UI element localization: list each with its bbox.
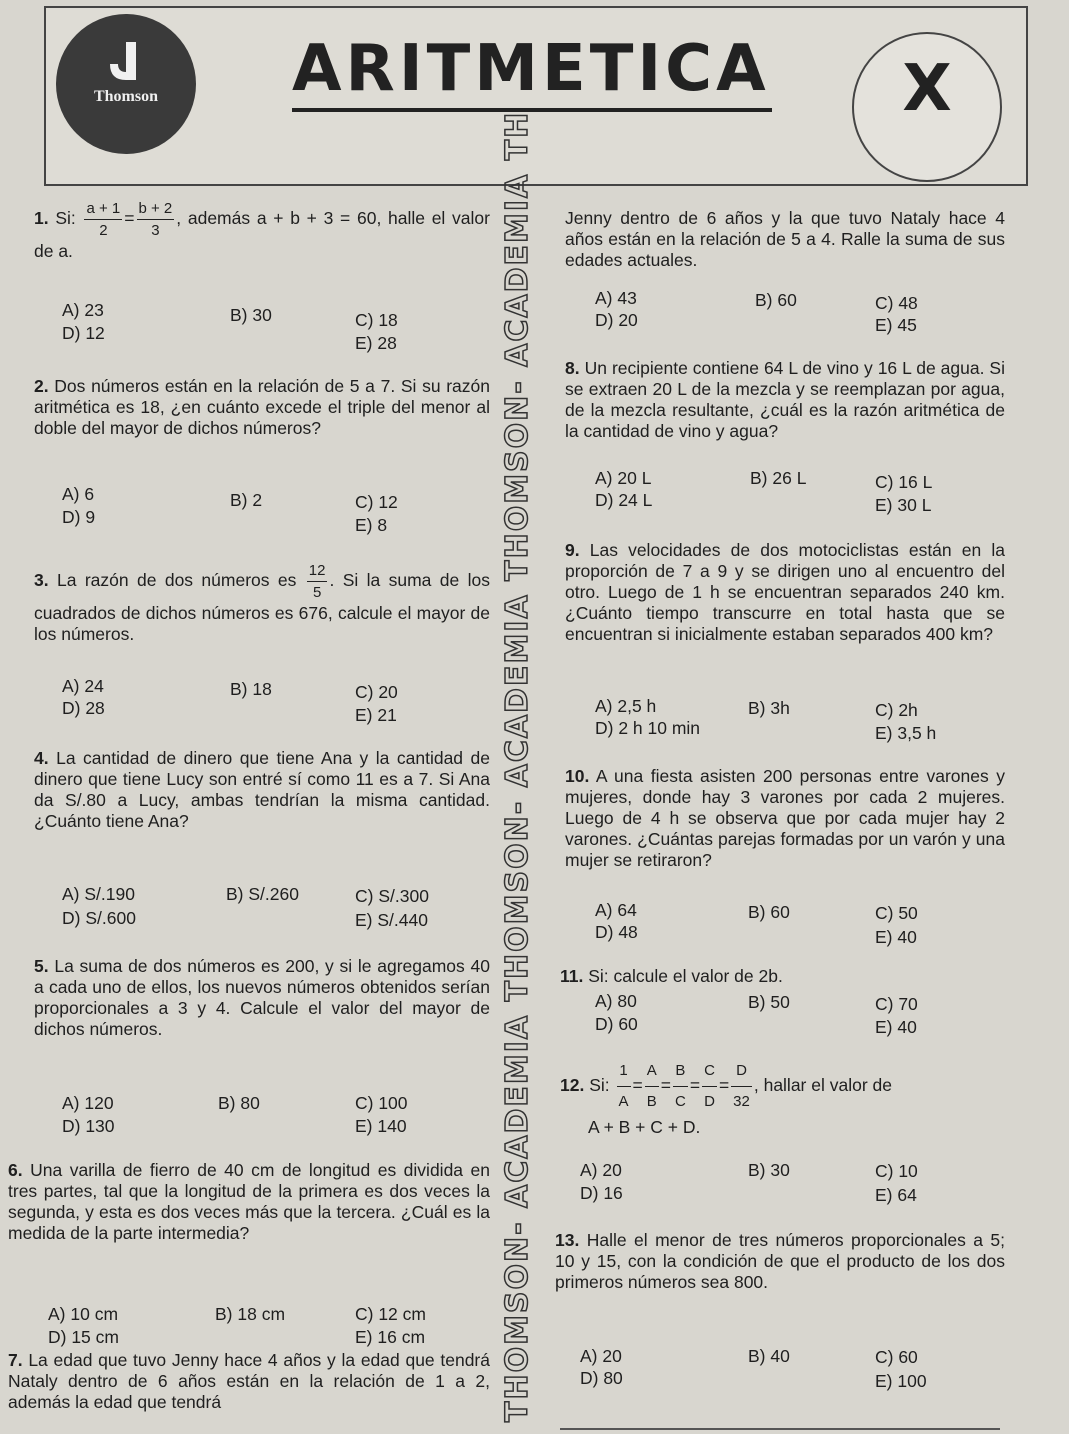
question-number: 9.: [565, 540, 580, 560]
option-a[interactable]: A) S/.190: [62, 884, 135, 904]
fraction: [702, 1056, 717, 1117]
option-c[interactable]: C) 10: [875, 1161, 918, 1181]
option-a[interactable]: A) 80: [595, 991, 637, 1011]
option-e[interactable]: E) 45: [875, 315, 917, 335]
question-number: 2.: [34, 376, 49, 396]
question-number: 5.: [34, 956, 49, 976]
question-text: La suma de dos números es 200, y si le agregamos 40 a cada uno de ellos, los nuevos números obtenidos serían proporcionales a 3 y 4. Calcule el valor del mayor de dichos números.: [34, 956, 490, 1039]
option-b[interactable]: B) 18 cm: [215, 1304, 286, 1324]
option-c[interactable]: C) 100: [355, 1093, 408, 1113]
option-e[interactable]: E) 30 L: [875, 495, 932, 515]
question-11: [560, 966, 1005, 987]
option-a[interactable]: A) 2,5 h: [595, 696, 657, 716]
logo-mark-icon: [106, 40, 146, 84]
option-c[interactable]: C) 12 cm: [355, 1304, 426, 1324]
option-a[interactable]: A) 64: [595, 900, 637, 920]
equals-sign: =: [124, 208, 135, 229]
option-c[interactable]: C) 12: [355, 492, 398, 512]
question-text: Halle el menor de tres números proporcionales a 5; 10 y 15, con la condición de que el producto de los dos primeros números sea 800.: [555, 1230, 1005, 1292]
thomson-logo: [56, 14, 196, 154]
option-d[interactable]: D) 130: [62, 1116, 115, 1136]
fraction-denominator: C: [675, 1093, 686, 1110]
question-number: 13.: [555, 1230, 580, 1250]
option-e[interactable]: E) 21: [355, 705, 397, 725]
fraction: [84, 198, 122, 241]
question-number: 7.: [8, 1350, 23, 1370]
option-c[interactable]: C) 16 L: [875, 472, 933, 492]
question-prefix: Si:: [589, 1075, 610, 1096]
question-number: 10.: [565, 766, 590, 786]
option-b[interactable]: B) S/.260: [226, 884, 299, 904]
fraction-denominator: 5: [312, 584, 322, 601]
option-c[interactable]: C) 18: [355, 310, 398, 330]
question-text: A + B + C + D.: [588, 1117, 701, 1137]
question-1: [34, 198, 490, 262]
question-number: 1.: [34, 208, 49, 229]
question-7: [8, 1350, 490, 1413]
option-b[interactable]: B) 18: [230, 679, 272, 699]
option-c[interactable]: C) 48: [875, 293, 918, 313]
option-a[interactable]: A) 20: [580, 1346, 622, 1366]
option-a[interactable]: A) 43: [595, 288, 637, 308]
fraction: [731, 1056, 752, 1117]
question-text: A una fiesta asisten 200 personas entre varones y mujeres, donde hay 3 varones por cada 2 mujeres. Luego de 4 h se observa que por cada mujer hay 2 varones. ¿Cuántas parejas formadas por un varón y una mujer se retiraron?: [565, 766, 1005, 870]
question-text: Las velocidades de dos motociclistas están en la proporción de 7 a 9 y se dirigen uno al encuentro del otro. Luego de 1 h se encuentran separados 240 km. ¿Cuánto tiempo transcurre en total hasta que se encuentran si inicialmente estaban separados 400 km?: [565, 540, 1005, 644]
question-number: 4.: [34, 748, 49, 768]
option-b[interactable]: B) 80: [218, 1093, 260, 1113]
option-d[interactable]: D) 80: [580, 1368, 623, 1388]
fraction: [137, 198, 175, 241]
option-b[interactable]: B) 50: [748, 992, 790, 1012]
option-c[interactable]: C) 60: [875, 1347, 918, 1367]
fraction: [617, 1056, 631, 1117]
watermark-band: [484, 110, 544, 1434]
option-b[interactable]: B) 30: [748, 1160, 790, 1180]
option-c[interactable]: C) 70: [875, 994, 918, 1014]
option-e[interactable]: E) 64: [875, 1185, 917, 1205]
option-b[interactable]: B) 60: [748, 902, 790, 922]
option-c[interactable]: C) 20: [355, 682, 398, 702]
option-d[interactable]: D) 9: [62, 507, 96, 527]
option-d[interactable]: D) 2 h 10 min: [595, 718, 701, 738]
option-b[interactable]: B) 26 L: [750, 468, 807, 488]
option-d[interactable]: D) S/.600: [62, 908, 136, 928]
fraction-denominator: 3: [151, 222, 160, 239]
option-a[interactable]: A) 24: [62, 676, 104, 696]
option-d[interactable]: D) 60: [595, 1014, 638, 1034]
option-a[interactable]: A) 23: [62, 300, 104, 320]
option-b[interactable]: B) 30: [230, 305, 272, 325]
question-3: [34, 560, 490, 645]
fraction-numerator: C: [702, 1056, 717, 1087]
fraction-denominator: 2: [99, 222, 108, 239]
question-prefix: La razón de dos números es: [57, 570, 297, 591]
question-text: , hallar el valor de: [753, 1075, 892, 1096]
option-e[interactable]: E) 8: [355, 515, 388, 535]
fraction-denominator: 32: [733, 1093, 750, 1110]
question-10: [565, 766, 1005, 871]
option-c[interactable]: C) 2h: [875, 700, 918, 720]
option-e[interactable]: E) 3,5 h: [875, 723, 937, 743]
question-6: [8, 1160, 490, 1244]
question-12: 12. Si: $\frac{1}{A}$ = $\frac{A}{B}$ = $\frac{B}{C}$ = $\frac{C}{D}$ = $\frac{D}{32}$ , hallar el valor de A + B + C + D.: [560, 1056, 1005, 1138]
option-c[interactable]: C) 50: [875, 903, 918, 923]
question-text: Un recipiente contiene 64 L de vino y 16 L de agua. Si se extraen 20 L de la mezcla y se reemplazan por agua, de la mezcla resultante, ¿cuál es la razón aritmética de la cantidad de vino y agua?: [565, 358, 1005, 441]
option-e[interactable]: E) 140: [355, 1116, 407, 1136]
footer-rule: [560, 1428, 1000, 1430]
option-a[interactable]: A) 10 cm: [48, 1304, 119, 1324]
question-text: Jenny dentro de 6 años y la que tuvo Nataly hace 4 años están en la relación de 5 a 4. Ralle la suma de sus edades actuales.: [565, 208, 1005, 270]
option-a[interactable]: A) 20: [580, 1160, 622, 1180]
question-text: Dos números están en la relación de 5 a 7. Si su razón aritmética es 18, ¿en cuánto excede el triple del menor al doble del mayor de dichos números?: [34, 376, 490, 438]
fraction-numerator: 1: [617, 1056, 631, 1087]
question-7-continued: [565, 208, 1005, 271]
option-b[interactable]: B) 60: [755, 290, 797, 310]
option-e[interactable]: E) S/.440: [355, 910, 428, 930]
fraction-denominator: A: [618, 1093, 629, 1110]
question-number: 12.: [560, 1075, 585, 1096]
option-d[interactable]: D) 28: [62, 698, 105, 718]
fraction-numerator: A: [645, 1056, 659, 1087]
question-8: [565, 358, 1005, 442]
fraction-numerator: 12: [307, 560, 328, 582]
option-b[interactable]: B) 40: [748, 1346, 790, 1366]
question-5: [34, 956, 490, 1040]
question-text: . Si la suma de los cuadrados de dichos números es 676, calcule el mayor de los números.: [34, 570, 491, 644]
question-text: , además a + b + 3 = 60, halle el valor de a.: [34, 208, 490, 261]
option-a[interactable]: A) 20 L: [595, 468, 652, 488]
fraction-numerator: b + 2: [137, 198, 175, 220]
question-text: Si: calcule el valor de 2b.: [588, 966, 783, 986]
watermark-text: THOMSON- ACADEMIA THOMSON- ACADEMIA THOMSON- ACADEMIA TH: [500, 110, 535, 1422]
option-e[interactable]: E) 100: [875, 1371, 927, 1391]
fraction: [645, 1056, 659, 1117]
question-4: [34, 748, 490, 832]
question-text: Una varilla de fierro de 40 cm de longitud es dividida en tres partes, tal que la longitud de la primera es dos veces la segunda, y esta es dos veces más que la tercera. ¿Cuál es la medida de la parte intermedia?: [8, 1160, 490, 1243]
question-number: 11.: [560, 966, 584, 986]
fraction-numerator: D: [731, 1056, 752, 1087]
question-9: [565, 540, 1005, 645]
question-text: La edad que tuvo Jenny hace 4 años y la edad que tendrá Nataly dentro de 6 años están en la relación de 1 a 2, además la edad que tendrá: [8, 1350, 490, 1412]
question-number: 6.: [8, 1160, 23, 1180]
question-2: [34, 376, 490, 439]
option-a[interactable]: A) 120: [62, 1093, 114, 1113]
option-b[interactable]: B) 3h: [748, 698, 790, 718]
fraction-numerator: B: [673, 1056, 688, 1087]
question-prefix: Si:: [55, 208, 76, 229]
question-13: [555, 1230, 1005, 1293]
option-a[interactable]: A) 6: [62, 484, 95, 504]
option-d[interactable]: D) 48: [595, 922, 638, 942]
fraction-denominator: B: [646, 1093, 657, 1110]
question-number: 8.: [565, 358, 580, 378]
logo-text: Thomson: [93, 88, 159, 105]
fraction-denominator: D: [704, 1093, 715, 1110]
fraction: [673, 1056, 688, 1117]
option-e[interactable]: E) 16 cm: [355, 1327, 426, 1347]
question-number: 3.: [34, 570, 49, 591]
option-c[interactable]: C) S/.300: [355, 886, 429, 906]
fraction: [307, 560, 328, 603]
option-d[interactable]: D) 24 L: [595, 490, 653, 510]
option-d[interactable]: D) 16: [580, 1183, 623, 1203]
level-badge: [852, 32, 1002, 182]
option-e[interactable]: E) 40: [875, 927, 917, 947]
question-text: La cantidad de dinero que tiene Ana y la cantidad de dinero que tiene Lucy son entré sí como 11 es a 7. Si Ana da S/.80 a Lucy, ambas tendrían la misma cantidad. ¿Cuánto tiene Ana?: [34, 748, 490, 831]
option-d[interactable]: D) 20: [595, 310, 638, 330]
option-e[interactable]: E) 40: [875, 1017, 917, 1037]
page-title: ARITMETICA: [292, 36, 772, 112]
option-d[interactable]: D) 15 cm: [48, 1327, 119, 1347]
option-d[interactable]: D) 12: [62, 323, 105, 343]
option-b[interactable]: B) 2: [230, 490, 263, 510]
level-text: X: [902, 52, 952, 126]
fraction-numerator: a + 1: [84, 198, 122, 220]
option-e[interactable]: E) 28: [355, 333, 397, 353]
